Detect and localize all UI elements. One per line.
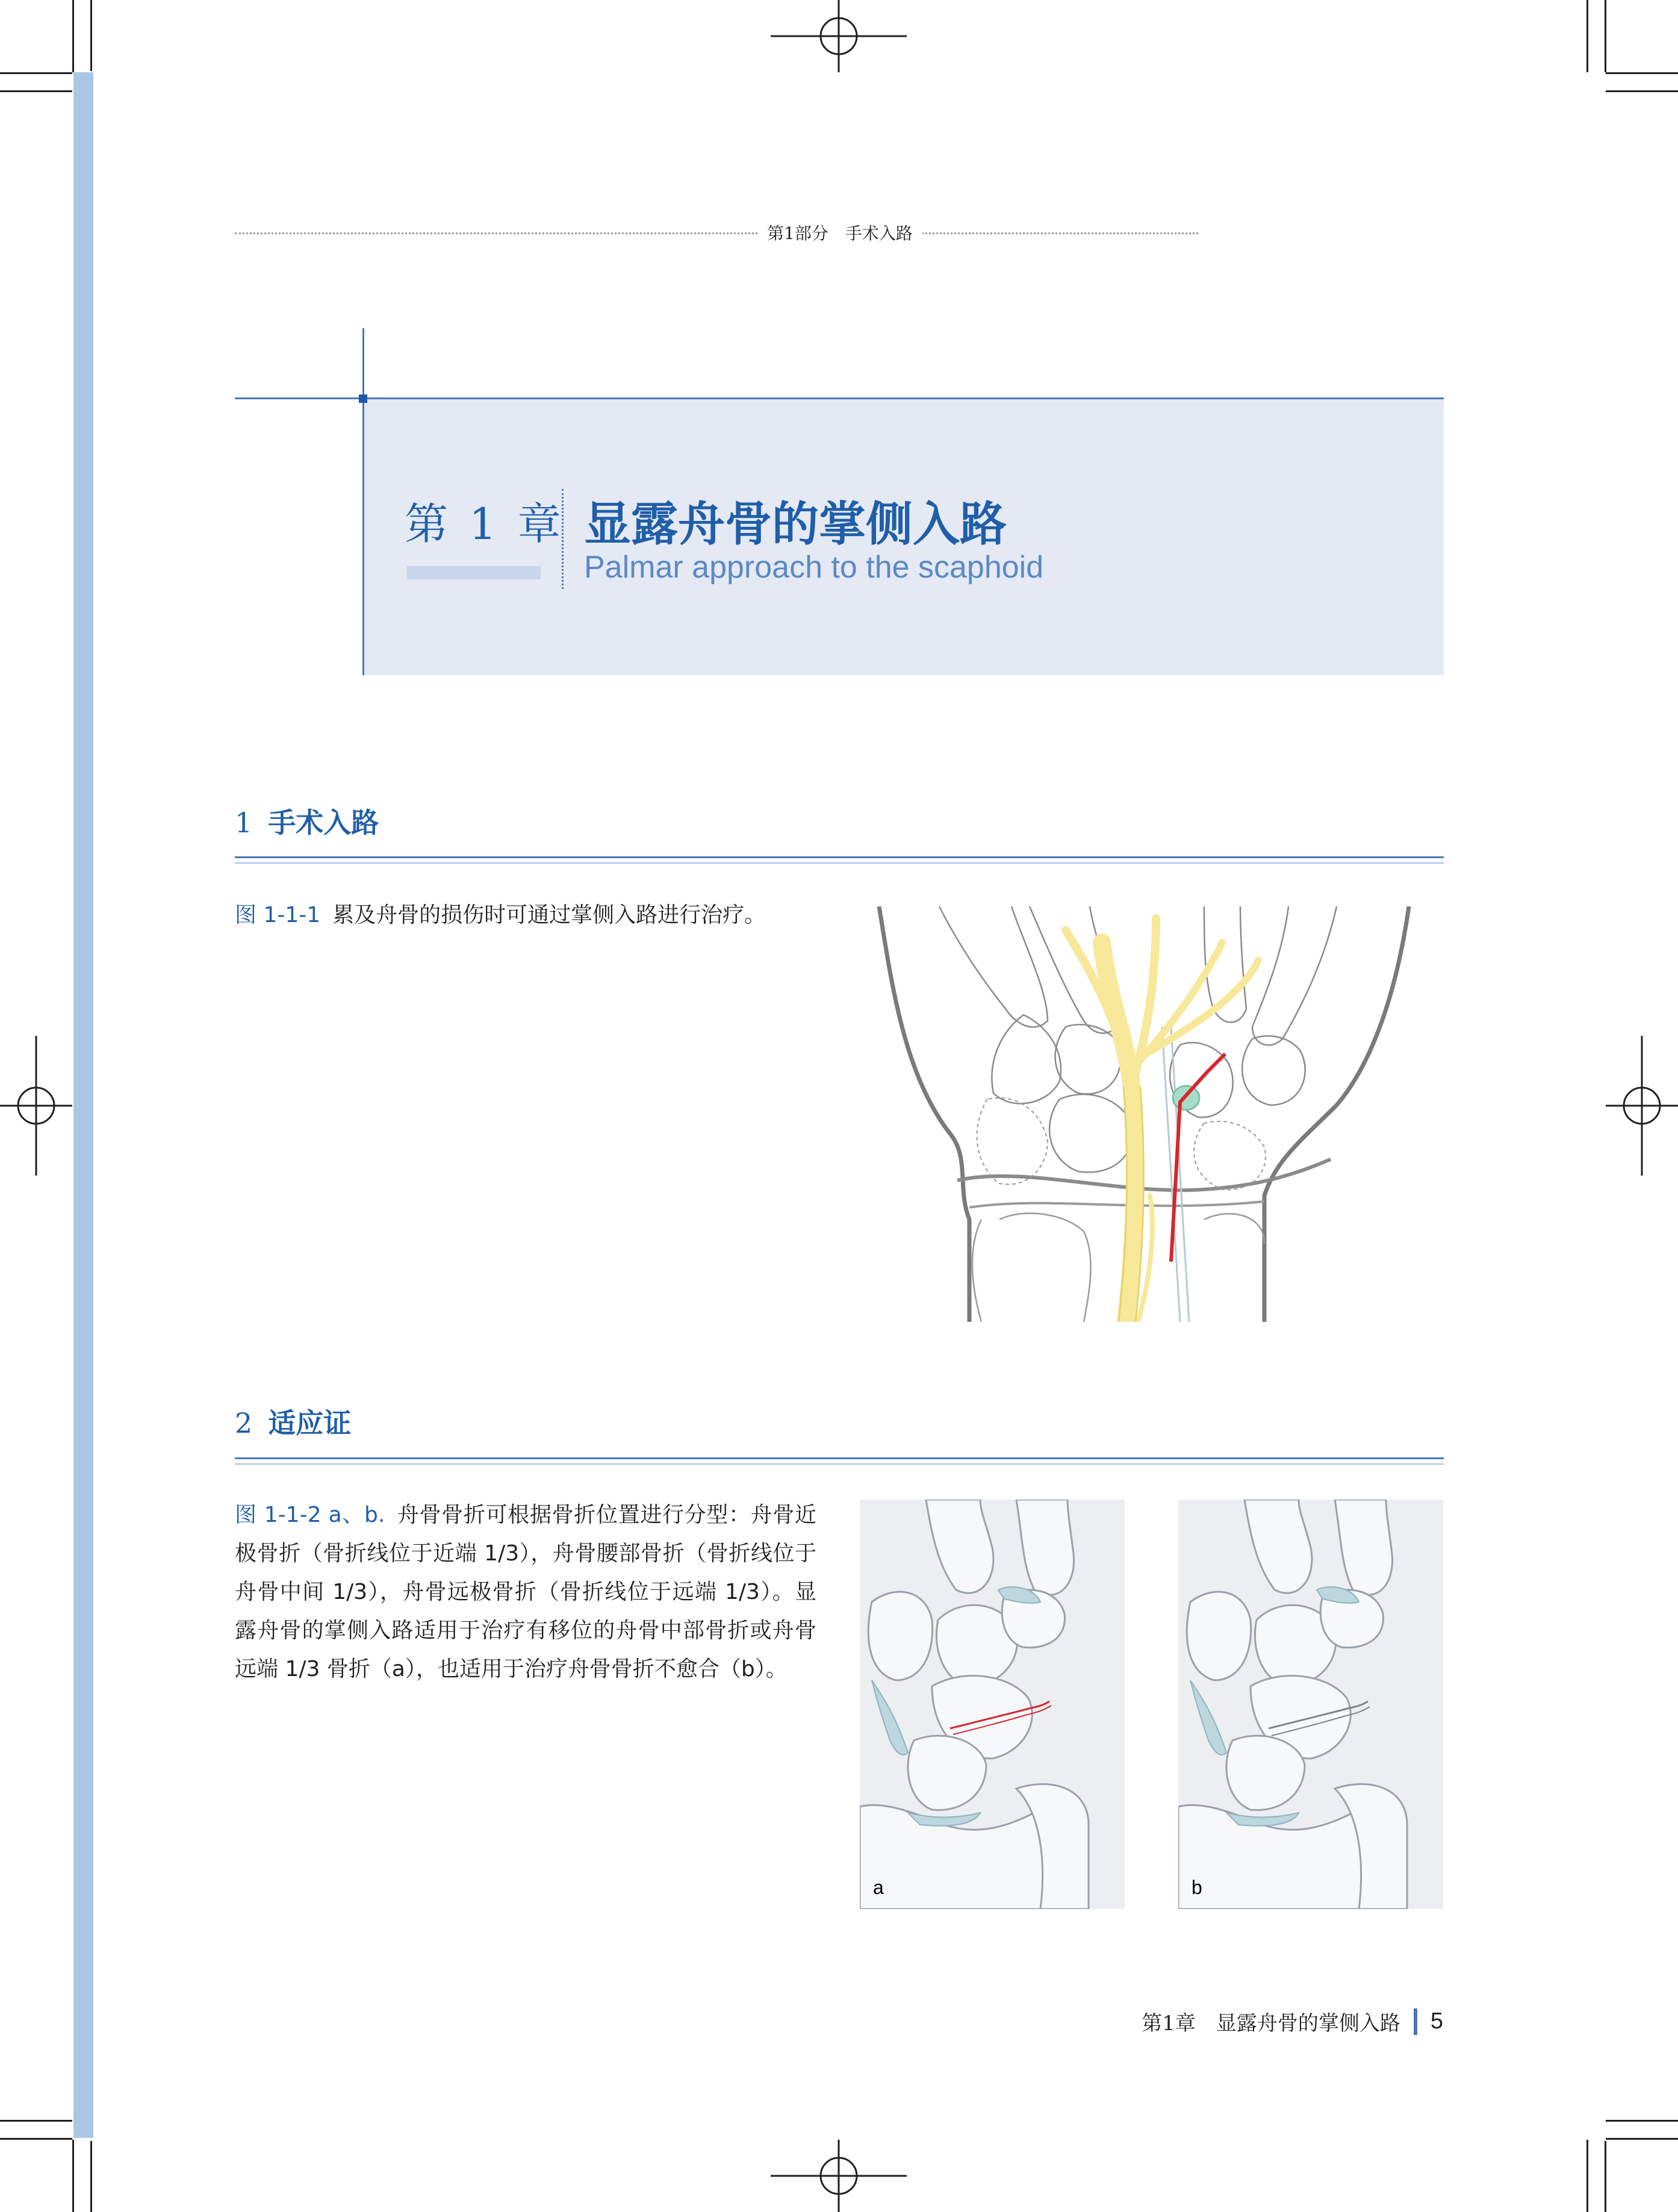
figure-caption-2 (235, 1496, 816, 1689)
wrist-anatomy-illustration (867, 906, 1433, 1322)
running-header (235, 220, 1445, 245)
section-title: 手术入路 (268, 806, 379, 839)
panel-label-b: b (1192, 1877, 1202, 1898)
chapter-number: 第 1 章 (405, 499, 565, 549)
section-rule (235, 1457, 1444, 1459)
page-footer (1142, 2007, 1443, 2036)
section-number: 1 (235, 806, 253, 839)
scaphoid-fracture-illustration-a (860, 1500, 1125, 1909)
figure-caption-text: 舟骨骨折可根据骨折位置进行分型：舟骨近极骨折（骨折线位于近端 1/3），舟骨腰部骨折（骨折线位于舟骨中间 1/3），舟骨远极骨折（骨折线位于远端 1/3）。显露舟骨的掌侧入路适用于治疗有移位的舟骨中部骨折或舟骨远端 1/3 骨折（a），也适用于治疗舟骨骨折不愈合（b）。 (235, 1503, 816, 1681)
banner-rule-vertical (362, 328, 364, 675)
section-heading-1 (235, 801, 379, 841)
footer-divider (1414, 2008, 1417, 2035)
panel-label-a: a (873, 1877, 884, 1898)
section-rule (235, 856, 1444, 858)
section-heading-2 (235, 1401, 351, 1441)
running-header-text: 第1部分 手术入路 (757, 223, 922, 243)
chapter-subtitle: Palmar approach to the scaphoid (584, 550, 1044, 585)
chapter-title: 显露舟骨的掌侧入路 (584, 497, 1007, 552)
figure-label: 图 1-1-1 (235, 903, 321, 927)
section-rule-thin (235, 862, 1444, 864)
section-title: 适应证 (268, 1407, 352, 1439)
page-number: 5 (1430, 2008, 1443, 2034)
section-number: 2 (235, 1407, 253, 1439)
figure-label: 图 1-1-2 a、b. (235, 1503, 385, 1527)
banner-rule-horizontal (235, 397, 1444, 399)
chapter-number-underbar (407, 566, 541, 579)
figure-caption-text: 累及舟骨的损伤时可通过掌侧入路进行治疗。 (332, 903, 766, 927)
scaphoid-fracture-illustration-b (1178, 1500, 1443, 1909)
chapter-title-divider (562, 489, 564, 589)
banner-corner-square (359, 394, 367, 403)
footer-chapter-text: 第1章 显露舟骨的掌侧入路 (1142, 2011, 1400, 2036)
figure-caption-1 (235, 896, 766, 935)
section-rule-thin (235, 1463, 1444, 1465)
